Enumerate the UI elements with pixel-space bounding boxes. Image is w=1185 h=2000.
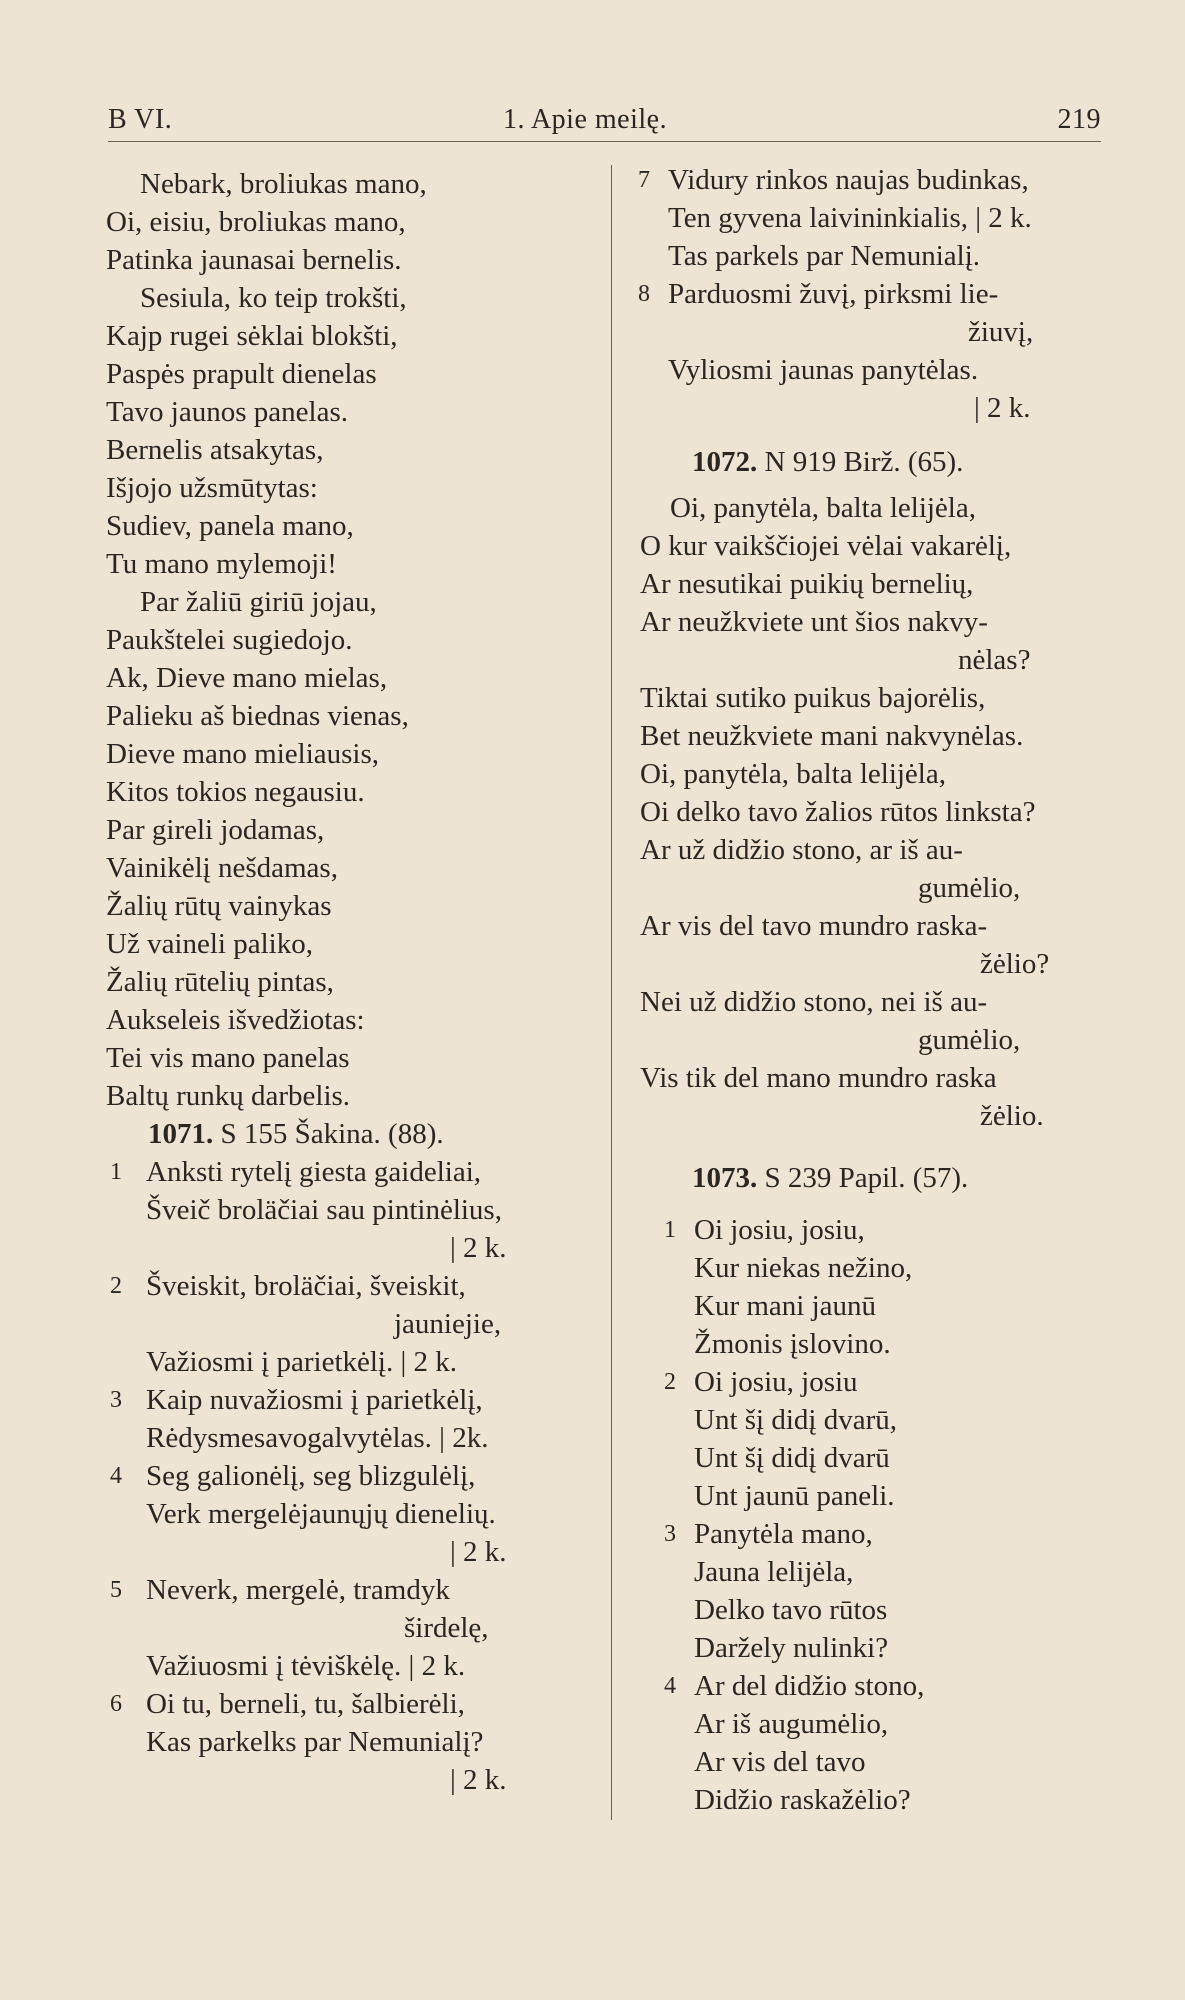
poem-line: Delko tavo rūtos [694, 1594, 888, 1626]
poem-line: Jauna lelijėla, [694, 1556, 854, 1588]
poem-line: žėlio. [980, 1100, 1044, 1132]
poem-line: Kajp rugei sėklai blokšti, [106, 320, 398, 352]
poem-line: gumėlio, [918, 1024, 1021, 1056]
poem-line: nėlas? [958, 644, 1031, 676]
poem-line: Važiosmi į parietkėlį. | 2 k. [146, 1346, 458, 1378]
song-source: N 919 Birž. (65). [764, 446, 964, 478]
poem-line: Bernelis atsakytas, [106, 434, 324, 466]
song-number: 1071. [148, 1118, 214, 1150]
poem-line: Ar del didžio stono, [694, 1670, 925, 1702]
poem-line: Neverk, mergelė, tramdyk [146, 1574, 450, 1606]
poem-line: Panytėla mano, [694, 1518, 873, 1550]
poem-line: Unt jaunū paneli. [694, 1480, 895, 1512]
poem-line: Nei už didžio stono, nei iš au- [640, 986, 988, 1018]
poem-line: Ten gyvena laivininkialis, | 2 k. [668, 202, 1032, 234]
stanza-number: 2 [110, 1273, 122, 1299]
poem-line: Už vaineli paliko, [106, 928, 313, 960]
poem-line: Vidury rinkos naujas budinkas, [668, 164, 1029, 196]
poem-line: Žalių rūtelių pintas, [106, 966, 334, 998]
stanza-number: 4 [110, 1463, 122, 1489]
song-source: S 155 Šakina. (88). [220, 1118, 444, 1150]
poem-line: Ak, Dieve mano mielas, [106, 662, 388, 694]
poem-line: Ar nesutikai puikių bernelių, [640, 568, 974, 600]
poem-line: Ar už didžio stono, ar iš au- [640, 834, 963, 866]
poem-line: Ar neužkviete unt šios nakvy- [640, 606, 988, 638]
poem-line: Palieku aš biednas vienas, [106, 700, 409, 732]
poem-line: Paukštelei sugiedojo. [106, 624, 353, 656]
poem-line: Par žaliū giriū jojau, [140, 586, 377, 618]
poem-line: Kas parkelks par Nemunialį? [146, 1726, 484, 1758]
poem-line: Unt šį didį dvarū, [694, 1404, 897, 1436]
poem-line: Kitos tokios negausiu. [106, 776, 365, 808]
poem-line: Kur niekas nežino, [694, 1252, 913, 1284]
poem-line: Tas parkels par Nemunialį. [668, 240, 981, 272]
poem-line: Bet neužkviete mani nakvynėlas. [640, 720, 1024, 752]
refrain-mark: | 2 k. [450, 1764, 507, 1796]
stanza-number: 6 [110, 1691, 122, 1717]
poem-line: Žalių rūtų vainykas [106, 890, 332, 922]
poem-line: Kur mani jaunū [694, 1290, 877, 1322]
poem-line: Unt šį didį dvarū [694, 1442, 890, 1474]
chapter-title: 1. Apie meilę. [503, 104, 668, 135]
poem-line: Oi josiu, josiu, [694, 1214, 865, 1246]
song-heading [692, 444, 963, 480]
stanza-number: 1 [664, 1217, 676, 1243]
poem-line: Tei vis mano panelas [106, 1042, 350, 1074]
poem-line: gumėlio, [918, 872, 1021, 904]
stanza-number: 3 [664, 1521, 676, 1547]
section-label: B VI. [108, 104, 173, 135]
poem-line: Vainikėlį nešdamas, [106, 852, 338, 884]
song-heading [692, 1160, 968, 1196]
poem-line: Verk mergelėjaunųjų dienelių. [146, 1498, 496, 1530]
poem-line: Tavo jaunos panelas. [106, 396, 348, 428]
poem-line: O kur vaikščiojei vėlai vakarėlį, [640, 530, 1012, 562]
poem-line: žėlio? [980, 948, 1050, 980]
poem-line: Sudiev, panela mano, [106, 510, 354, 542]
poem-line: Didžio raskažėlio? [694, 1784, 911, 1816]
song-source: S 239 Papil. (57). [764, 1162, 969, 1194]
poem-line: Šveiskit, broläčiai, šveiskit, [146, 1270, 466, 1302]
poem-line: Ar vis del tavo [694, 1746, 866, 1778]
poem-line: Kaip nuvažiosmi į parietkėlį, [146, 1384, 483, 1416]
poem-line: Šveič broläčiai sau pintinėlius, [146, 1194, 502, 1226]
poem-line: Nebark, broliukas mano, [140, 168, 427, 200]
poem-line: Oi, panytėla, balta lelijėla, [670, 492, 976, 524]
poem-line: Tu mano mylemoji! [106, 548, 337, 580]
poem-line: Oi tu, berneli, tu, šalbierėli, [146, 1688, 465, 1720]
poem-line: Važiuosmi į tėviškėlę. | 2 k. [146, 1650, 466, 1682]
poem-line: Parduosmi žuvį, pirksmi lie- [668, 278, 999, 310]
refrain-mark: | 2 k. [450, 1536, 507, 1568]
poem-line: Vyliosmi jaunas panytėlas. [668, 354, 979, 386]
poem-line: Oi, panytėla, balta lelijėla, [640, 758, 946, 790]
poem-line: Išjojo užsmūtytas: [106, 472, 318, 504]
stanza-number: 1 [110, 1159, 122, 1185]
poem-line: širdelę, [404, 1612, 489, 1644]
stanza-number: 7 [638, 167, 650, 193]
poem-line: Oi josiu, josiu [694, 1366, 858, 1398]
poem-line: Oi, eisiu, broliukas mano, [106, 206, 406, 238]
column-divider [611, 165, 612, 1820]
poem-line: Patinka jaunasai bernelis. [106, 244, 402, 276]
stanza-number: 8 [638, 281, 650, 307]
poem-line: jauniejie, [394, 1308, 502, 1340]
poem-line: Sesiula, ko teip trokšti, [140, 282, 407, 314]
poem-line: Aukseleis išvedžiotas: [106, 1004, 365, 1036]
header-rule [108, 141, 1101, 142]
poem-line: Seg galionėlį, seg blizgulėlį, [146, 1460, 476, 1492]
stanza-number: 3 [110, 1387, 122, 1413]
poem-line: Dieve mano mieliausis, [106, 738, 380, 770]
poem-line: Vis tik del mano mundro raska [640, 1062, 997, 1094]
poem-line: Paspės prapult dienelas [106, 358, 377, 390]
running-header [108, 104, 1101, 144]
poem-line: Par gireli jodamas, [106, 814, 325, 846]
poem-line: Tiktai sutiko puikus bajorėlis, [640, 682, 986, 714]
poem-line: Žmonis įslovino. [694, 1328, 891, 1360]
stanza-number: 4 [664, 1673, 676, 1699]
refrain-mark: | 2 k. [450, 1232, 507, 1264]
poem-line: Oi delko tavo žalios rūtos linksta? [640, 796, 1036, 828]
poem-line: Daržely nulinki? [694, 1632, 889, 1664]
poem-line: Ar vis del tavo mundro raska- [640, 910, 988, 942]
page-number: 219 [1057, 104, 1101, 135]
stanza-number: 2 [664, 1369, 676, 1395]
song-number: 1072. [692, 446, 758, 478]
refrain-mark: | 2 k. [974, 392, 1031, 424]
poem-line: Baltų runkų darbelis. [106, 1080, 351, 1112]
poem-line: Ar iš augumėlio, [694, 1708, 889, 1740]
poem-line: žiuvį, [968, 316, 1034, 348]
song-heading [148, 1116, 444, 1152]
song-number: 1073. [692, 1162, 758, 1194]
poem-line: Rėdysmesavogalvytėlas. | 2k. [146, 1422, 489, 1454]
stanza-number: 5 [110, 1577, 122, 1603]
poem-line: Anksti rytelį giesta gaideliai, [146, 1156, 482, 1188]
